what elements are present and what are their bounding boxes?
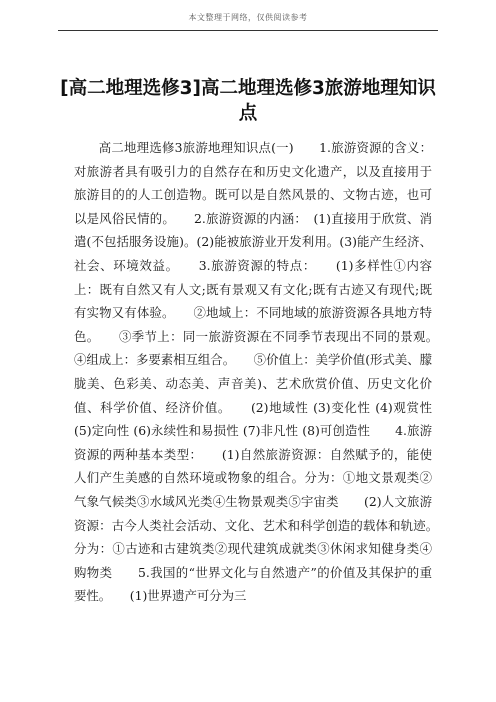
body-paragraph: 高二地理选修3旅游地理知识点(一) 1.旅游资源的含义：对旅游者具有吸引力的自然存在和历史文化遗产，以及直接用于旅游目的的人工创造物。既可以是自然风景的、文物古迹，也可以是风俗民情的。 2.旅游资源的内涵： (1)直接用于欣赏、消遣(不包括服务设施)。(2)能被旅游业开发利用。(3)能产生经济、社会、环境效益。 3.旅游资源的特点： (1)多样性①内容上：既有自然又有人文;既有景观又有文化;既有古迹又有现代;既有实物又有体验。 ②地域上：不同地域的旅游资源各具地方特色。 ③季节上：同一旅游资源在不同季节表现出不同的景观。 ④组成上：多要素相互组合。 ⑤价值上：美学价值(形式美、朦胧美、色彩美、动态美、声音美)、艺术欣赏价值、历史文化价值、科学价值、经济价值。 (2)地域性 (3)变化性 (4)观赏性 (5)定向性 (6)永续性和易损性 (7)非凡性 (8)可创造性 4.旅游资源的两种基本类型： (1)自然旅游资源：自然赋予的，能使人们产生美感的自然环境或物象的组合。分为：①地文景观类②气象气候类③水域风光类④生物景观类⑤宇宙类 (2)人文旅游资源：古今人类社会活动、文化、艺术和科学创造的载体和轨迹。 分为：①古迹和古建筑类②现代建筑成就类③休闲求知健身类④购物类 5.我国的“世界文化与自然遗产”的价值及其保护的重要性。 (1)世界遗产可分为三 [74,140,457,604]
header-divider [58,30,438,31]
header-note: 本文整理于网络，仅供阅读参考 [188,13,308,22]
document-title: [高二地理选修3]高二地理选修3旅游地理知识点 [60,78,436,124]
